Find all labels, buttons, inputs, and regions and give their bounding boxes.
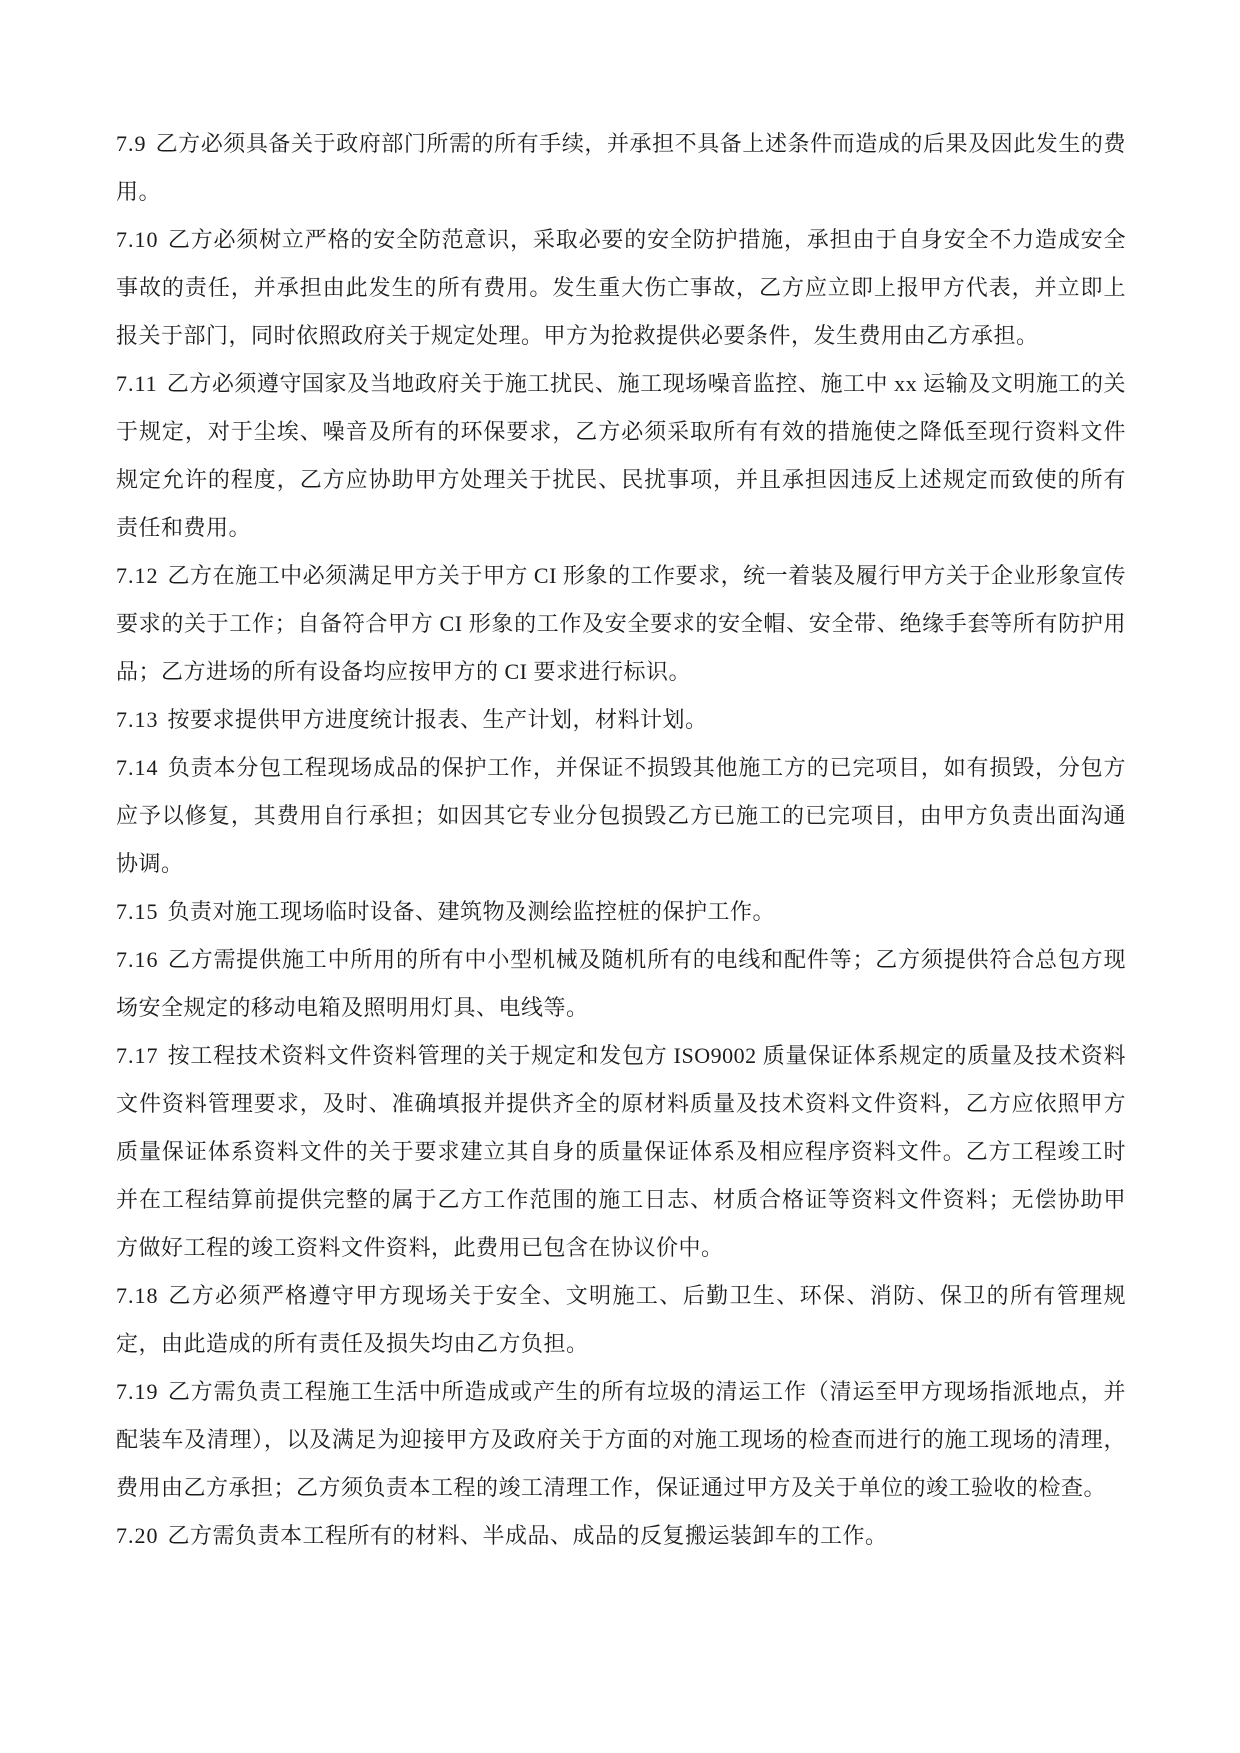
clause-text: 乙方必须严格遵守甲方现场关于安全、文明施工、后勤卫生、环保、消防、保卫的所有管理规定，由此造成的所有责任及损失均由乙方负担。 <box>116 1283 1126 1356</box>
clause-text: 乙方在施工中必须满足甲方关于甲方 CI 形象的工作要求，统一着装及履行甲方关于企业形象宣传要求的关于工作；自备符合甲方 CI 形象的工作及安全要求的安全帽、安全带、绝缘手套等所有防护用品；乙方进场的所有设备均应按甲方的 CI 要求进行标识。 <box>116 563 1126 684</box>
clause-number: 7.9 <box>116 131 147 156</box>
clause-text: 负责本分包工程现场成品的保护工作，并保证不损毁其他施工方的已完项目，如有损毁，分包方应予以修复，其费用自行承担；如因其它专业分包损毁乙方已施工的已完项目，由甲方负责出面沟通协调。 <box>116 755 1126 876</box>
clause-text: 乙方需负责本工程所有的材料、半成品、成品的反复搬运装卸车的工作。 <box>167 1523 888 1548</box>
clause-number: 7.18 <box>116 1283 159 1308</box>
clause-text: 负责对施工现场临时设备、建筑物及测绘监控桩的保护工作。 <box>167 899 776 924</box>
clause-text: 乙方必须树立严格的安全防范意识，采取必要的安全防护措施，承担由于自身安全不力造成安全事故的责任，并承担由此发生的所有费用。发生重大伤亡事故，乙方应立即上报甲方代表，并立即上报关于部门，同时依照政府关于规定处理。甲方为抢救提供必要条件，发生费用由乙方承担。 <box>116 227 1126 348</box>
clause-text: 乙方必须具备关于政府部门所需的所有手续，并承担不具备上述条件而造成的后果及因此发生的费用。 <box>116 131 1126 204</box>
contract-clause <box>116 744 1126 888</box>
contract-clauses-section <box>116 120 1126 1560</box>
clause-text: 乙方需负责工程施工生活中所造成或产生的所有垃圾的清运工作（清运至甲方现场指派地点，并配装车及清理），以及满足为迎接甲方及政府关于方面的对施工现场的检查而进行的施工现场的清理，费用由乙方承担；乙方须负责本工程的竣工清理工作，保证通过甲方及关于单位的竣工验收的检查。 <box>116 1379 1126 1500</box>
contract-clause <box>116 552 1126 696</box>
contract-clause <box>116 1512 1126 1560</box>
clause-number: 7.14 <box>116 755 159 780</box>
clause-number: 7.19 <box>116 1379 159 1404</box>
contract-clause <box>116 936 1126 1032</box>
contract-clause <box>116 888 1126 936</box>
clause-text: 按工程技术资料文件资料管理的关于规定和发包方 ISO9002 质量保证体系规定的质量及技术资料文件资料管理要求，及时、准确填报并提供齐全的原材料质量及技术资料文件资料，乙方应依照甲方质量保证体系资料文件的关于要求建立其自身的质量保证体系及相应程序资料文件。乙方工程竣工时并在工程结算前提供完整的属于乙方工作范围的施工日志、材质合格证等资料文件资料；无偿协助甲方做好工程的竣工资料文件资料，此费用已包含在协议价中。 <box>116 1043 1126 1260</box>
clause-number: 7.10 <box>116 227 159 252</box>
contract-clause <box>116 1368 1126 1512</box>
contract-clause <box>116 696 1126 744</box>
contract-clause <box>116 216 1126 360</box>
clause-number: 7.16 <box>116 947 159 972</box>
clause-number: 7.20 <box>116 1523 159 1548</box>
clause-number: 7.11 <box>116 371 158 396</box>
clause-number: 7.13 <box>116 707 159 732</box>
clause-number: 7.15 <box>116 899 159 924</box>
contract-clause <box>116 360 1126 552</box>
contract-clause <box>116 1272 1126 1368</box>
clause-text: 乙方必须遵守国家及当地政府关于施工扰民、施工现场噪音监控、施工中 xx 运输及文明施工的关于规定，对于尘埃、噪音及所有的环保要求，乙方必须采取所有有效的措施使之降低至现行资料文件规定允许的程度，乙方应协助甲方处理关于扰民、民扰事项，并且承担因违反上述规定而致使的所有责任和费用。 <box>116 371 1126 540</box>
clause-text: 乙方需提供施工中所用的所有中小型机械及随机所有的电线和配件等；乙方须提供符合总包方现场安全规定的移动电箱及照明用灯具、电线等。 <box>116 947 1126 1020</box>
clause-number: 7.12 <box>116 563 159 588</box>
contract-clause <box>116 120 1126 216</box>
clause-text: 按要求提供甲方进度统计报表、生产计划，材料计划。 <box>167 707 708 732</box>
contract-clause <box>116 1032 1126 1272</box>
clause-number: 7.17 <box>116 1043 159 1068</box>
